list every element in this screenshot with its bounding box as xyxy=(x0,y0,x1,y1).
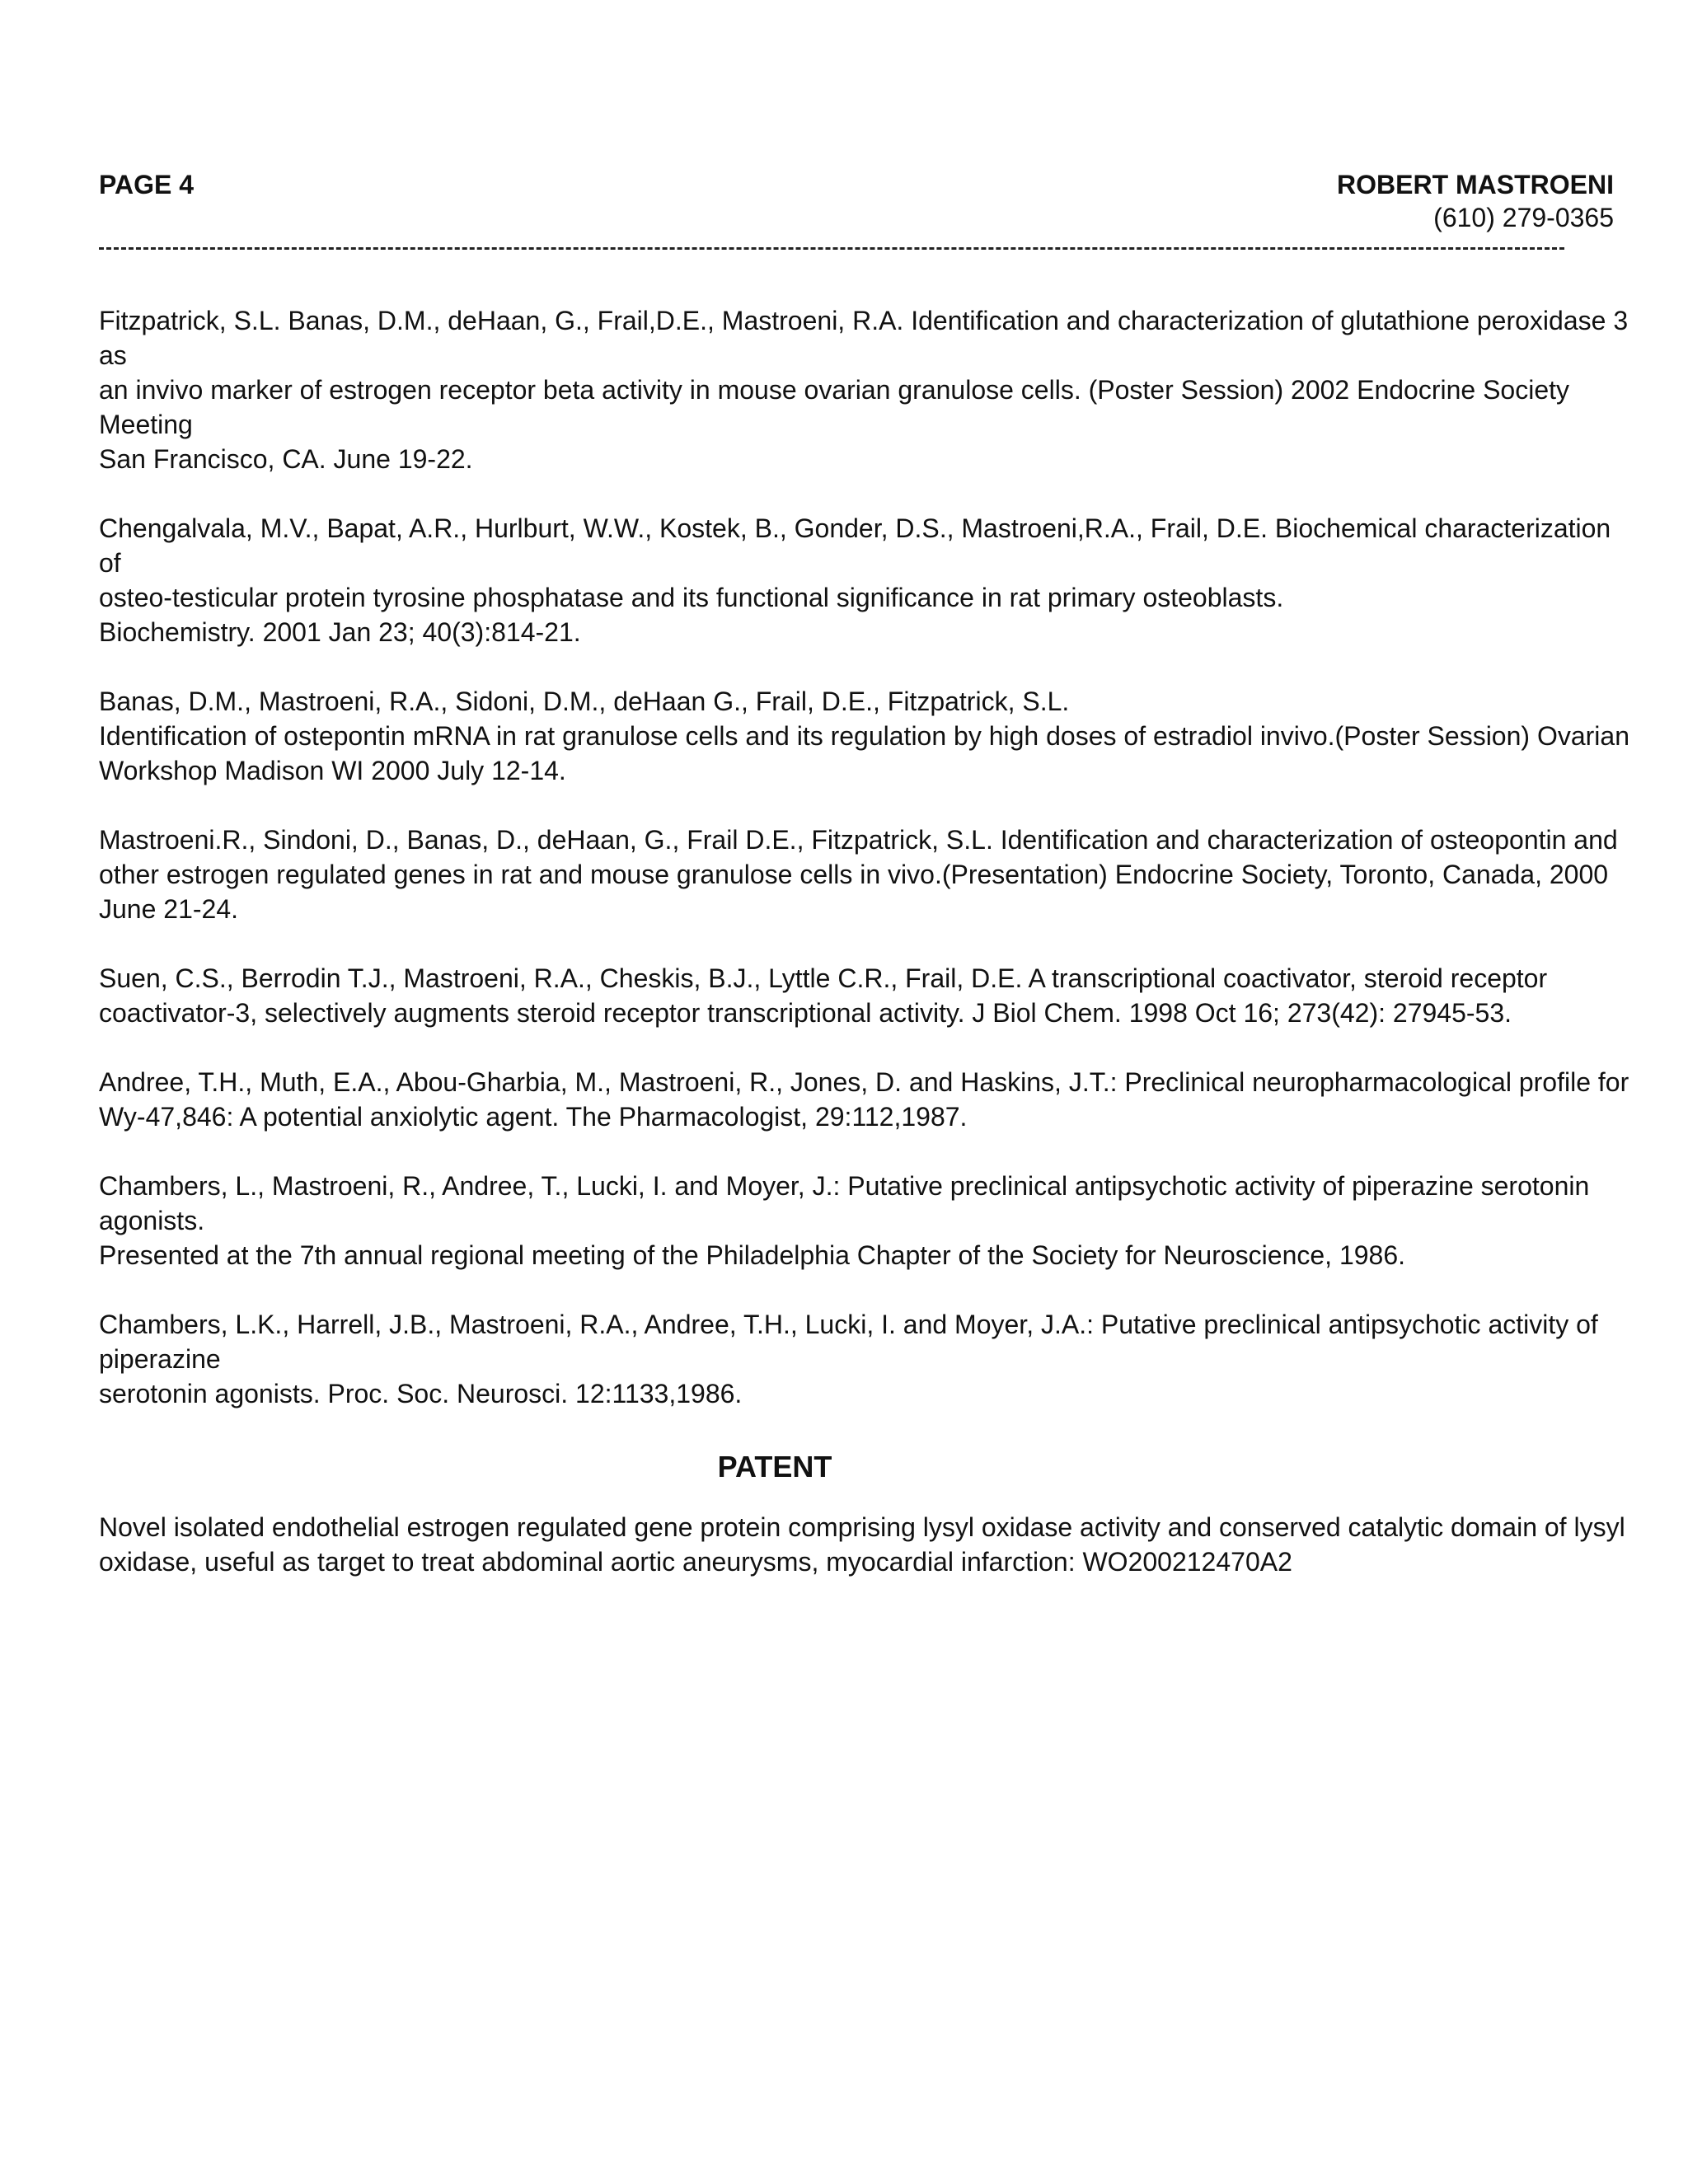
author-phone: (610) 279-0365 xyxy=(1433,203,1614,232)
publication-entry: Mastroeni.R., Sindoni, D., Banas, D., deHaan, G., Frail D.E., Fitzpatrick, S.L. Identification and characterization of osteopontin and other estrogen regulated genes in rat and mouse granulose cells in vivo.(Presentation) Endocrine Society, Toronto, Canada, 2000 June 21-24. xyxy=(99,825,1618,924)
contact-block xyxy=(1337,168,1614,234)
publication-list xyxy=(99,303,1632,1446)
patent-description: Novel isolated endothelial estrogen regulated gene protein comprising lysyl oxidase activity and conserved catalytic domain of lysyl oxidase, useful as target to treat abdominal aortic aneurysms, myocardial infarction: WO200212470A2 xyxy=(99,1512,1625,1577)
publication-entry: Chambers, L.K., Harrell, J.B., Mastroeni, R.A., Andree, T.H., Lucki, I. and Moyer, J.A.: Putative preclinical antipsychotic activity of piperazine serotonin agonists. Proc. Soc. Neurosci. 12:1133,1986. xyxy=(99,1310,1598,1408)
publication-entry: Banas, D.M., Mastroeni, R.A., Sidoni, D.M., deHaan G., Frail, D.E., Fitzpatrick, S.L. Identification of ostepontin mRNA in rat granulose cells and its regulation by high doses of estradiol invivo.(Poster Session) Ovarian Workshop Madison WI 2000 July 12-14. xyxy=(99,687,1629,785)
patent-heading: PATENT xyxy=(717,1450,832,1483)
publication-entry: Andree, T.H., Muth, E.A., Abou-Gharbia, M., Mastroeni, R., Jones, D. and Haskins, J.T.: Preclinical neuropharmacological profile for Wy-47,846: A potential anxiolytic agent. The Pharmacologist, 29:112,1987. xyxy=(99,1067,1629,1132)
header-divider xyxy=(99,247,1564,250)
publication-entry: Chengalvala, M.V., Bapat, A.R., Hurlburt, W.W., Kostek, B., Gonder, D.S., Mastroeni,R.A., Frail, D.E. Biochemical characterization of osteo-testicular protein tyrosine phosphatase and its functional significance in rat primary osteoblasts. Biochemistry. 2001 Jan 23; 40(3):814-21. xyxy=(99,513,1611,647)
patent-section xyxy=(99,1449,1632,1579)
page-header xyxy=(99,165,1624,239)
publication-entry: Suen, C.S., Berrodin T.J., Mastroeni, R.A., Cheskis, B.J., Lyttle C.R., Frail, D.E. A transcriptional coactivator, steroid receptor coactivator-3, selectively augments steroid receptor transcriptional activity. J Biol Chem. 1998 Oct 16; 273(42): 27945-53. xyxy=(99,963,1548,1028)
page-number-label: PAGE 4 xyxy=(99,170,194,199)
author-name: ROBERT MASTROENI xyxy=(1337,170,1614,199)
publication-entry: Chambers, L., Mastroeni, R., Andree, T., Lucki, I. and Moyer, J.: Putative preclinical antipsychotic activity of piperazine serotonin agonists. Presented at the 7th annual regional meeting of the Philadelphia Chapter of the Society for Neuroscience, 1986. xyxy=(99,1171,1590,1270)
publication-entry: Fitzpatrick, S.L. Banas, D.M., deHaan, G., Frail,D.E., Mastroeni, R.A. Identification and characterization of glutathione peroxidase 3 as an invivo marker of estrogen receptor beta activity in mouse ovarian granulose cells. (Poster Session) 2002 Endocrine Society Meeting San Francisco, CA. June 19-22. xyxy=(99,306,1629,474)
document-page xyxy=(99,165,1629,1577)
